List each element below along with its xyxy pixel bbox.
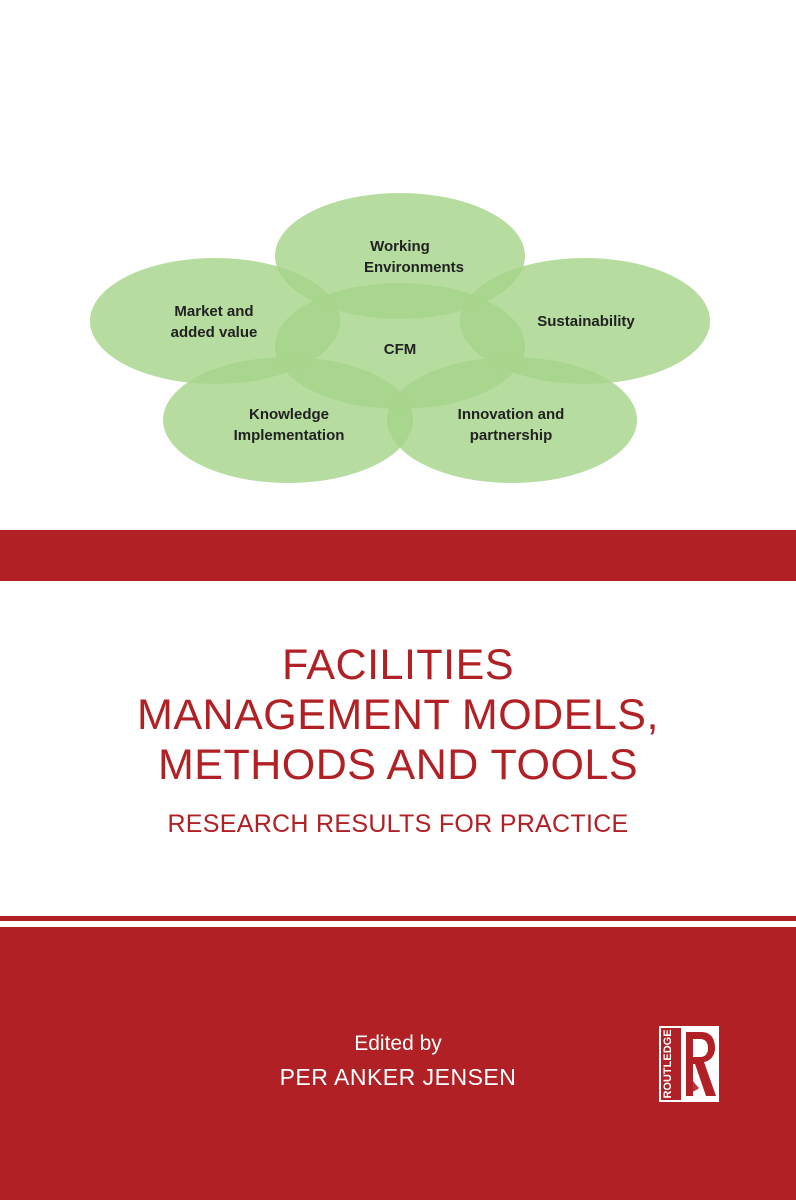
top-red-band [0, 530, 796, 581]
label-innovation-1: Innovation and [457, 406, 565, 423]
routledge-logo-icon [659, 1026, 719, 1102]
edited-by-label: Edited by [354, 1032, 442, 1055]
label-market-1: Market and [174, 303, 254, 320]
label-innovation-2: partnership [469, 427, 553, 444]
label-working-1: Working [370, 238, 430, 255]
cfm-diagram-svg [0, 0, 796, 520]
cfm-venn-diagram [0, 0, 796, 520]
title-block [0, 640, 796, 839]
label-sustainability: Sustainability [537, 313, 635, 330]
book-title-line-1: FACILITIES [281, 641, 514, 689]
label-knowledge-2: Implementation [233, 427, 345, 444]
label-market-2: added value [170, 324, 258, 341]
book-title-line-2: MANAGEMENT MODELS, [137, 691, 659, 739]
label-knowledge-1: Knowledge [248, 406, 330, 423]
label-working-2: Environments [363, 259, 465, 276]
label-cfm: CFM [383, 341, 417, 358]
book-subtitle: RESEARCH RESULTS FOR PRACTICE [167, 810, 629, 838]
editor-name: PER ANKER JENSEN [279, 1064, 517, 1090]
book-title-line-3: METHODS AND TOOLS [157, 741, 638, 789]
thin-red-rule [0, 916, 796, 921]
publisher-name: ROUTLEDGE [662, 1029, 674, 1099]
